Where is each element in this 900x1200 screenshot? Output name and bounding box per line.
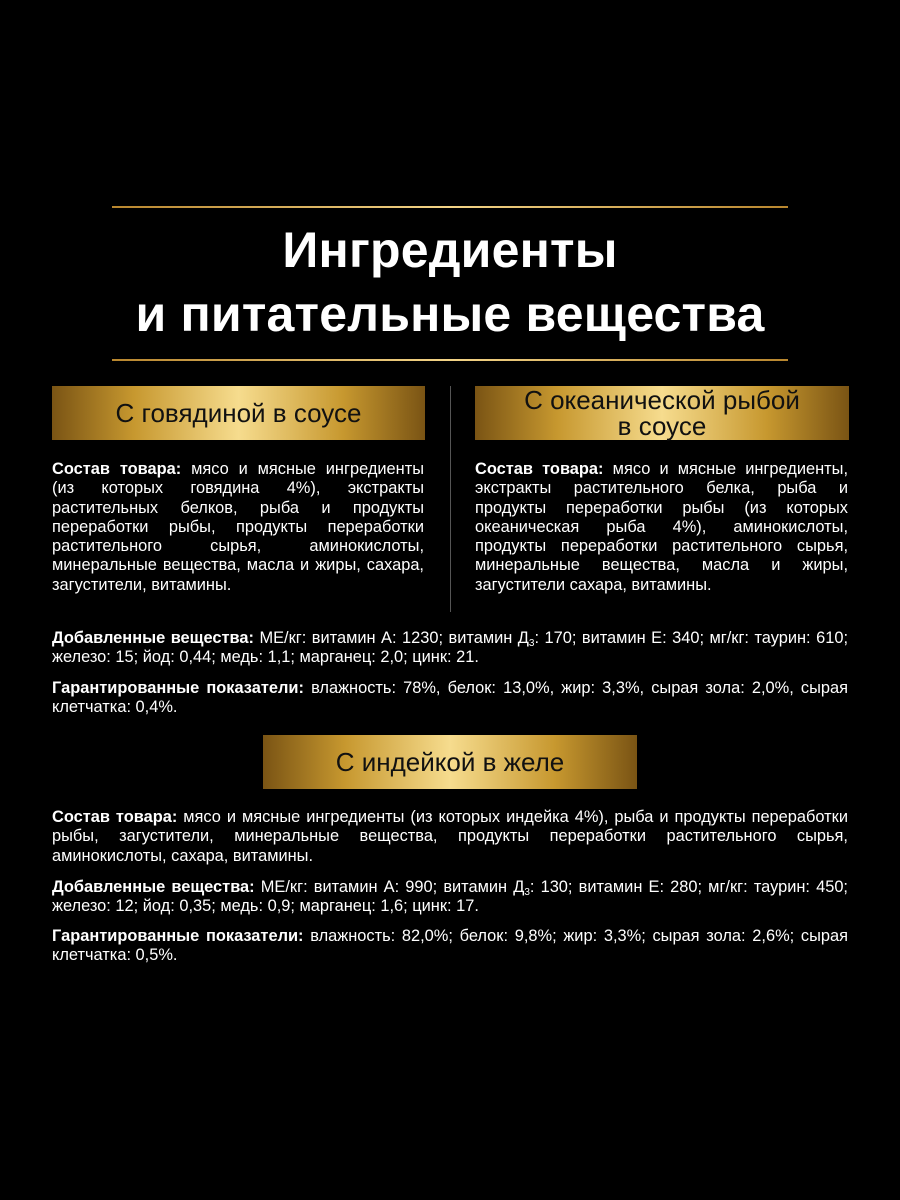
- fish-composition-label: Состав товара:: [475, 460, 604, 478]
- banner-fish-line-2: в соусе: [617, 411, 707, 441]
- turkey-guaranteed-text: влажность: 82,0%; белок: 9,8%; жир: 3,3%; сырая зола: 2,6%; сырая клетчатка: 0,5%.: [52, 927, 849, 965]
- column-divider: [450, 386, 451, 612]
- turkey-added-text-b: : 130; витамин Е: 280; мг/кг: таурин: 450; железо: 12; йод: 0,35; медь: 0,9; марганец: 1,6; цинк: 17.: [52, 878, 848, 916]
- beef-composition-label: Состав товара:: [52, 460, 182, 478]
- turkey-guaranteed-label: Гарантированные показатели:: [52, 927, 304, 945]
- turkey-added-label: Добавленные вещества:: [52, 878, 255, 896]
- shared-guaranteed: [52, 679, 848, 718]
- turkey-added-substances: [52, 878, 848, 917]
- banner-beef-label: С говядиной в соусе: [115, 398, 362, 428]
- turkey-composition-label: Состав товара:: [52, 808, 178, 826]
- shared-added-text-b: : 170; витамин Е: 340; мг/кг: таурин: 610; железо: 15; йод: 0,44; медь: 1,1; марганец: 2,0; цинк: 21.: [52, 629, 848, 667]
- shared-guaranteed-label: Гарантированные показатели:: [52, 679, 304, 697]
- page-title-line-1: Ингредиенты: [282, 222, 618, 278]
- shared-added-text-a: МЕ/кг: витамин А: 1230; витамин Д: [253, 629, 529, 647]
- banner-beef: [52, 386, 425, 440]
- bottom-gold-rule: [112, 359, 788, 361]
- banner-fish-line-1: С океанической рыбой: [524, 385, 800, 415]
- shared-added-substances: [52, 629, 848, 668]
- fish-composition: [475, 460, 848, 595]
- turkey-added-text-a: МЕ/кг: витамин А: 990; витамин Д: [254, 878, 525, 896]
- page-title-line-2: и питательные вещества: [135, 286, 765, 342]
- shared-added-label: Добавленные вещества:: [52, 629, 254, 647]
- turkey-guaranteed: [52, 927, 848, 966]
- turkey-added-subscript: 3: [524, 887, 530, 898]
- shared-guaranteed-text: влажность: 78%, белок: 13,0%, жир: 3,3%, сырая зола: 2,0%, сырая клетчатка: 0,4%.: [52, 679, 848, 717]
- beef-composition: [52, 460, 424, 595]
- turkey-composition: [52, 808, 848, 866]
- beef-composition-text: мясо и мясные ингредиенты (из которых говядина 4%), экстракты растительных белков, рыба и продукты переработки рыбы, продукты переработки растительного сырья, аминокислоты, минеральные вещества, масла и жиры, сахара, загустители, витамины.: [52, 460, 424, 594]
- shared-added-subscript: 3: [528, 638, 535, 649]
- turkey-composition-text: мясо и мясные ингредиенты (из которых индейка 4%), рыба и продукты переработки рыбы, загустители, минеральные вещества, продукты переработки растительного сырья, аминокислоты, сахара, витамины.: [52, 808, 848, 865]
- top-gold-rule: [112, 206, 788, 208]
- page-title: [0, 218, 900, 346]
- fish-composition-text: мясо и мясные ингредиенты, экстракты растительного белка, рыба и продукты переработки рыбы (из которых океаническая рыба 4%), аминокислоты, продукты переработки растительного сырья, минеральные вещества, масла и жиры, загустители сахара, витамины.: [475, 460, 848, 594]
- banner-fish: [475, 386, 849, 440]
- banner-turkey-label: С индейкой в желе: [335, 747, 565, 777]
- banner-turkey: [263, 735, 637, 789]
